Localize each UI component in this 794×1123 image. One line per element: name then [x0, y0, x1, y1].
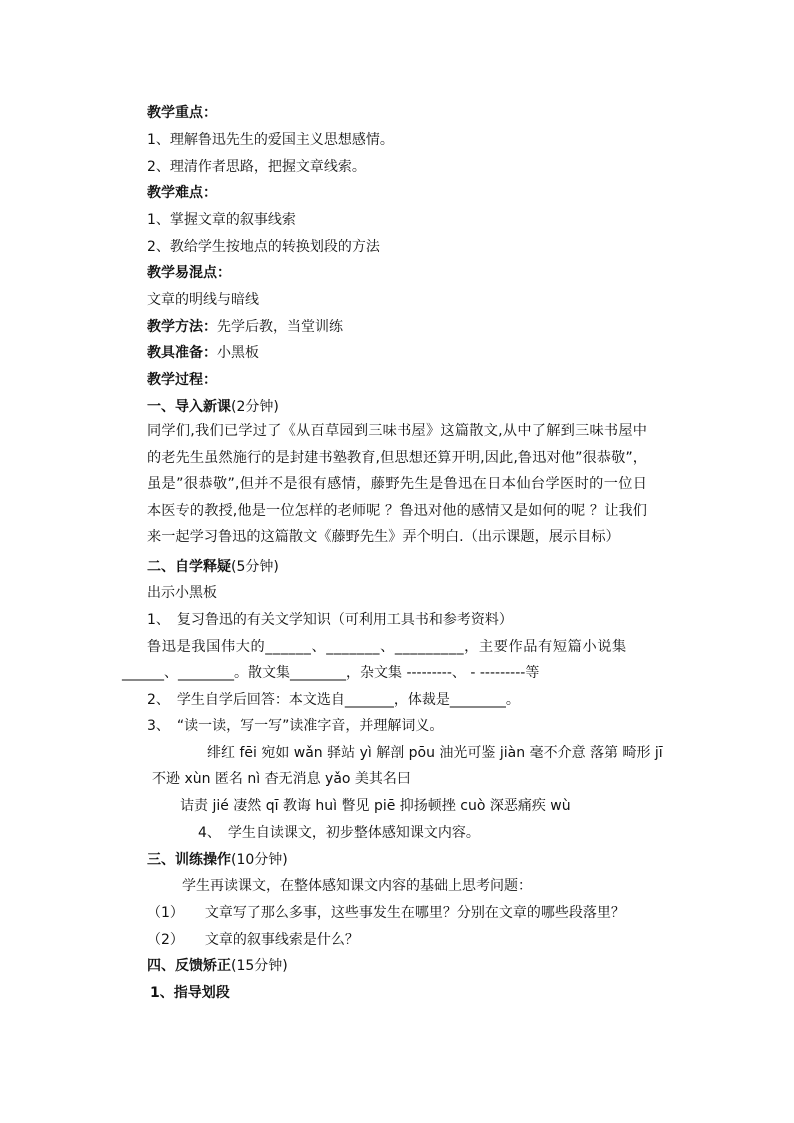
pinyin-line-1: 绯红 fēi 宛如 wǎn 驿站 yì 解剖 pōu 油光可鉴 jiàn 毫不介意 落第 畸形 jī: [207, 745, 663, 761]
item-1: 1、 复习鲁迅的有关文学知识（可利用工具书和参考资料）: [147, 612, 513, 628]
method-line: [147, 318, 343, 336]
teach-difficulty-item-1: 1、掌握文章的叙事线索: [147, 212, 296, 228]
confusion-text: 文章的明线与暗线: [147, 292, 259, 308]
item-2: 2、 学生自学后回答：本文选自_______，体裁是________。: [147, 692, 520, 708]
section1-paragraph: [147, 418, 647, 551]
section1-paragraph-text: 同学们,我们已学过了《从百草园到三味书屋》这篇散文,从中了解到三味书屋中的老先生虽然施行的是封建书塾教育,但思想还算开明,因此,鲁迅对他”很恭敬”，虽是”很恭敬”,但并不是很有感情，藤野先生是鲁迅在日本仙台学医时的一位日本医专的教授,他是一位怎样的老师呢 ？鲁迅对他的感情又是如何的呢 ？让我们来一起学习鲁迅的这篇散文《藤野先生》弄个明白.（出示课题，展示目标）: [147, 423, 647, 545]
item-1-fill-line-2: ______、________。散文集________，杂文集 ---------、 - ---------等: [122, 665, 540, 681]
teach-focus-item-1: 1、理解鲁迅先生的爱国主义思想感情。: [147, 132, 394, 148]
method-text: 先学后教，当堂训练: [217, 319, 343, 335]
teach-focus-heading: 教学重点：: [147, 105, 217, 121]
section2-heading: 二、自学释疑: [147, 559, 231, 575]
teach-focus-item-2: 2、理清作者思路，把握文章线索。: [147, 159, 366, 175]
confusion-heading: 教学易混点：: [147, 265, 231, 281]
section3-heading-line: [147, 851, 288, 869]
item-1-fill-line-1: 鲁迅是我国伟大的______、_______、_________，主要作品有短篇小说集: [147, 639, 627, 655]
question-2: （2） 文章的叙事线索是什么？: [147, 932, 359, 948]
section1-heading: 一、导入新课: [147, 399, 231, 415]
tools-heading: 教具准备：: [147, 345, 217, 361]
item-3: 3、 “读一读，写一写”读准字音，并理解词义。: [147, 718, 444, 734]
item-4: 4、 学生自读课文，初步整体感知课文内容。: [198, 825, 480, 841]
method-heading: 教学方法：: [147, 319, 217, 335]
section2-blackboard: 出示小黑板: [147, 585, 217, 601]
section4-sub-1: 1、指导划段: [150, 985, 230, 1001]
teach-difficulty-heading: 教学难点：: [147, 185, 217, 201]
tools-text: 小黑板: [217, 345, 259, 361]
section4-heading: 四、反馈矫正: [147, 958, 231, 974]
section4-time: (15分钟): [231, 958, 288, 974]
section1-heading-line: [147, 398, 279, 416]
pinyin-line-3: 诘责 jié 凄然 qī 教诲 huì 瞥见 piē 抑扬顿挫 cuò 深恶痛疾 wù: [180, 798, 571, 814]
section3-time: (10分钟): [231, 852, 288, 868]
section4-heading-line: [147, 957, 288, 975]
section1-time: (2分钟): [231, 399, 279, 415]
teach-difficulty-item-2: 2、教给学生按地点的转换划段的方法: [147, 239, 380, 255]
section2-time: (5分钟): [231, 559, 279, 575]
question-1: （1） 文章写了那么多事，这些事发生在哪里？分别在文章的哪些段落里？: [147, 905, 625, 921]
section2-heading-line: [147, 558, 279, 576]
process-heading: 教学过程：: [147, 372, 217, 388]
pinyin-line-2: 不逊 xùn 匿名 nì 杳无消息 yǎo 美其名曰: [152, 771, 411, 787]
tools-line: [147, 344, 259, 362]
section3-heading: 三、训练操作: [147, 852, 231, 868]
section3-intro: 学生再读课文，在整体感知课文内容的基础上思考问题：: [182, 878, 532, 894]
